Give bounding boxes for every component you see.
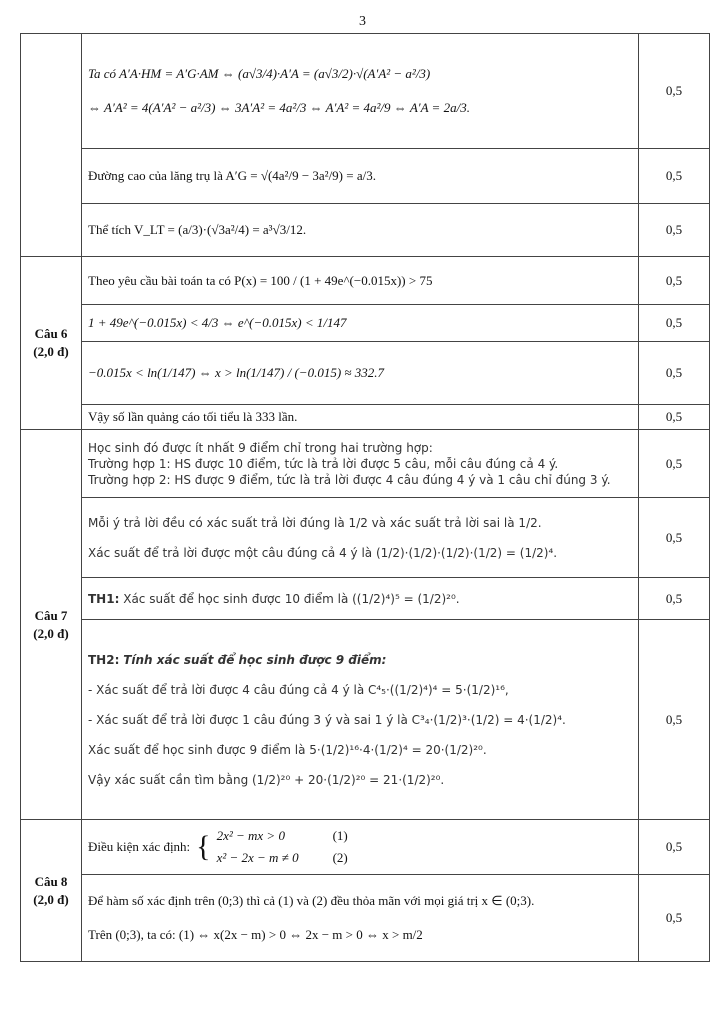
points-cell: 0,5	[639, 305, 710, 342]
case-label: TH1:	[88, 591, 120, 606]
condition-expr: x² − 2x − m ≠ 0	[216, 850, 299, 865]
points-cell: 0,5	[639, 34, 710, 149]
points-cell: 0,5	[639, 149, 710, 204]
points-cell: 0,5	[639, 875, 710, 962]
table-row	[21, 430, 710, 498]
content-line: Để hàm số xác định trên (0;3) thì cả (1) và (2) đều thỏa mãn với mọi giá trị x ∈ (0;3).	[88, 893, 535, 908]
content-cell	[82, 405, 639, 430]
content-cell	[82, 204, 639, 257]
question-cell	[21, 257, 82, 430]
points-cell: 0,5	[639, 498, 710, 578]
table-row	[21, 342, 710, 405]
content-cell	[82, 257, 639, 305]
case-label: TH2:	[88, 652, 120, 667]
question-score: (2,0 đ)	[33, 891, 69, 907]
content-cell	[82, 578, 639, 620]
content-cell	[82, 875, 639, 962]
content-line: ⇔ A′A² = 4(A′A² − a²/3) ⇔ 3A′A² = 4a²/3 ⇔ A′A² = 4a²/9 ⇔ A′A = 2a/3.	[88, 100, 470, 115]
content-cell	[82, 498, 639, 578]
content-line: Vậy xác suất cần tìm bằng (1/2)²⁰ + 20·(1/2)²⁰ = 21·(1/2)²⁰.	[88, 772, 445, 787]
content-line: Theo yêu cầu bài toán ta có P(x) = 100 / (1 + 49e^(−0.015x)) > 75	[88, 272, 433, 288]
content-line: Vậy số lần quảng cáo tối tiểu là 333 lần.	[88, 409, 298, 424]
content-line: Xác suất để học sinh được 10 điểm là ((1/2)⁴)⁵ = (1/2)²⁰.	[123, 591, 460, 606]
points-cell: 0,5	[639, 342, 710, 405]
table-row	[21, 257, 710, 305]
content-line: Ta có A′A·HM = A′G·AM ⇔ (a√3/4)·A′A = (a√3/2)·√(A′A² − a²/3)	[88, 66, 431, 81]
content-cell	[82, 820, 639, 875]
page-number: 3	[359, 14, 366, 29]
condition-expr: 2x² − mx > 0	[216, 828, 285, 843]
content-cell	[82, 34, 639, 149]
points-cell: 0,5	[639, 257, 710, 305]
condition-tag: (2)	[332, 850, 348, 865]
table-row	[21, 305, 710, 342]
grading-table	[20, 33, 710, 962]
question-label: Câu 6	[34, 326, 68, 341]
content-line: Điều kiện xác định:	[88, 839, 191, 854]
table-row	[21, 578, 710, 620]
content-cell	[82, 620, 639, 820]
content-line: Thể tích V_LT = (a/3)·(√3a²/4) = a³√3/12.	[88, 222, 307, 237]
points-cell: 0,5	[639, 578, 710, 620]
content-cell	[82, 342, 639, 405]
points-cell: 0,5	[639, 430, 710, 498]
content-cell	[82, 305, 639, 342]
table-row	[21, 149, 710, 204]
table-row	[21, 204, 710, 257]
points-cell: 0,5	[639, 204, 710, 257]
content-cell	[82, 149, 639, 204]
table-row	[21, 498, 710, 578]
question-score: (2,0 đ)	[33, 625, 69, 641]
content-line: Trường hợp 2: HS được 9 điểm, tức là trả lời được 4 câu đúng 4 ý và 1 câu chỉ đúng 3 ý.	[88, 472, 611, 487]
table-row	[21, 875, 710, 962]
table-row	[21, 34, 710, 149]
question-cell	[21, 430, 82, 820]
points-cell: 0,5	[639, 820, 710, 875]
brace-icon: {	[196, 830, 211, 863]
condition-tag: (1)	[332, 828, 348, 843]
case-title: Tính xác suất để học sinh được 9 điểm:	[123, 652, 387, 667]
content-line: Đường cao của lăng trụ là A′G = √(4a²/9 − 3a²/9) = a/3.	[88, 168, 376, 183]
content-line: Xác suất để trả lời được một câu đúng cả 4 ý là (1/2)·(1/2)·(1/2)·(1/2) = (1/2)⁴.	[88, 545, 558, 560]
question-cell	[21, 34, 82, 257]
content-line: Mỗi ý trả lời đều có xác suất trả lời đúng là 1/2 và xác suất trả lời sai là 1/2.	[88, 515, 542, 530]
question-cell	[21, 820, 82, 962]
content-line: Trường hợp 1: HS được 10 điểm, tức là trả lời được 5 câu, mỗi câu đúng cả 4 ý.	[88, 456, 559, 471]
content-line: - Xác suất để trả lời được 4 câu đúng cả 4 ý là C⁴₅·((1/2)⁴)⁴ = 5·(1/2)¹⁶,	[88, 682, 509, 697]
table-row	[21, 405, 710, 430]
question-score: (2,0 đ)	[33, 344, 69, 359]
table-row	[21, 820, 710, 875]
content-line: −0.015x < ln(1/147) ⇔ x > ln(1/147) / (−0.015) ≈ 332.7	[88, 365, 385, 380]
points-cell: 0,5	[639, 620, 710, 820]
content-line: - Xác suất để trả lời được 1 câu đúng 3 ý và sai 1 ý là C³₄·(1/2)³·(1/2) = 4·(1/2)⁴.	[88, 712, 566, 727]
question-label: Câu 8	[34, 873, 68, 889]
content-line: Trên (0;3), ta có: (1) ⇔ x(2x − m) > 0 ⇔ 2x − m > 0 ⇔ x > m/2	[88, 927, 423, 942]
question-label: Câu 7	[34, 607, 68, 623]
content-cell	[82, 430, 639, 498]
content-line: Học sinh đó được ít nhất 9 điểm chỉ trong hai trường hợp:	[88, 440, 433, 455]
points-cell: 0,5	[639, 405, 710, 430]
content-line: Xác suất để học sinh được 9 điểm là 5·(1/2)¹⁶·4·(1/2)⁴ = 20·(1/2)²⁰.	[88, 742, 487, 757]
content-line: 1 + 49e^(−0.015x) < 4/3 ⇔ e^(−0.015x) < 1/147	[88, 315, 347, 330]
table-row	[21, 620, 710, 820]
